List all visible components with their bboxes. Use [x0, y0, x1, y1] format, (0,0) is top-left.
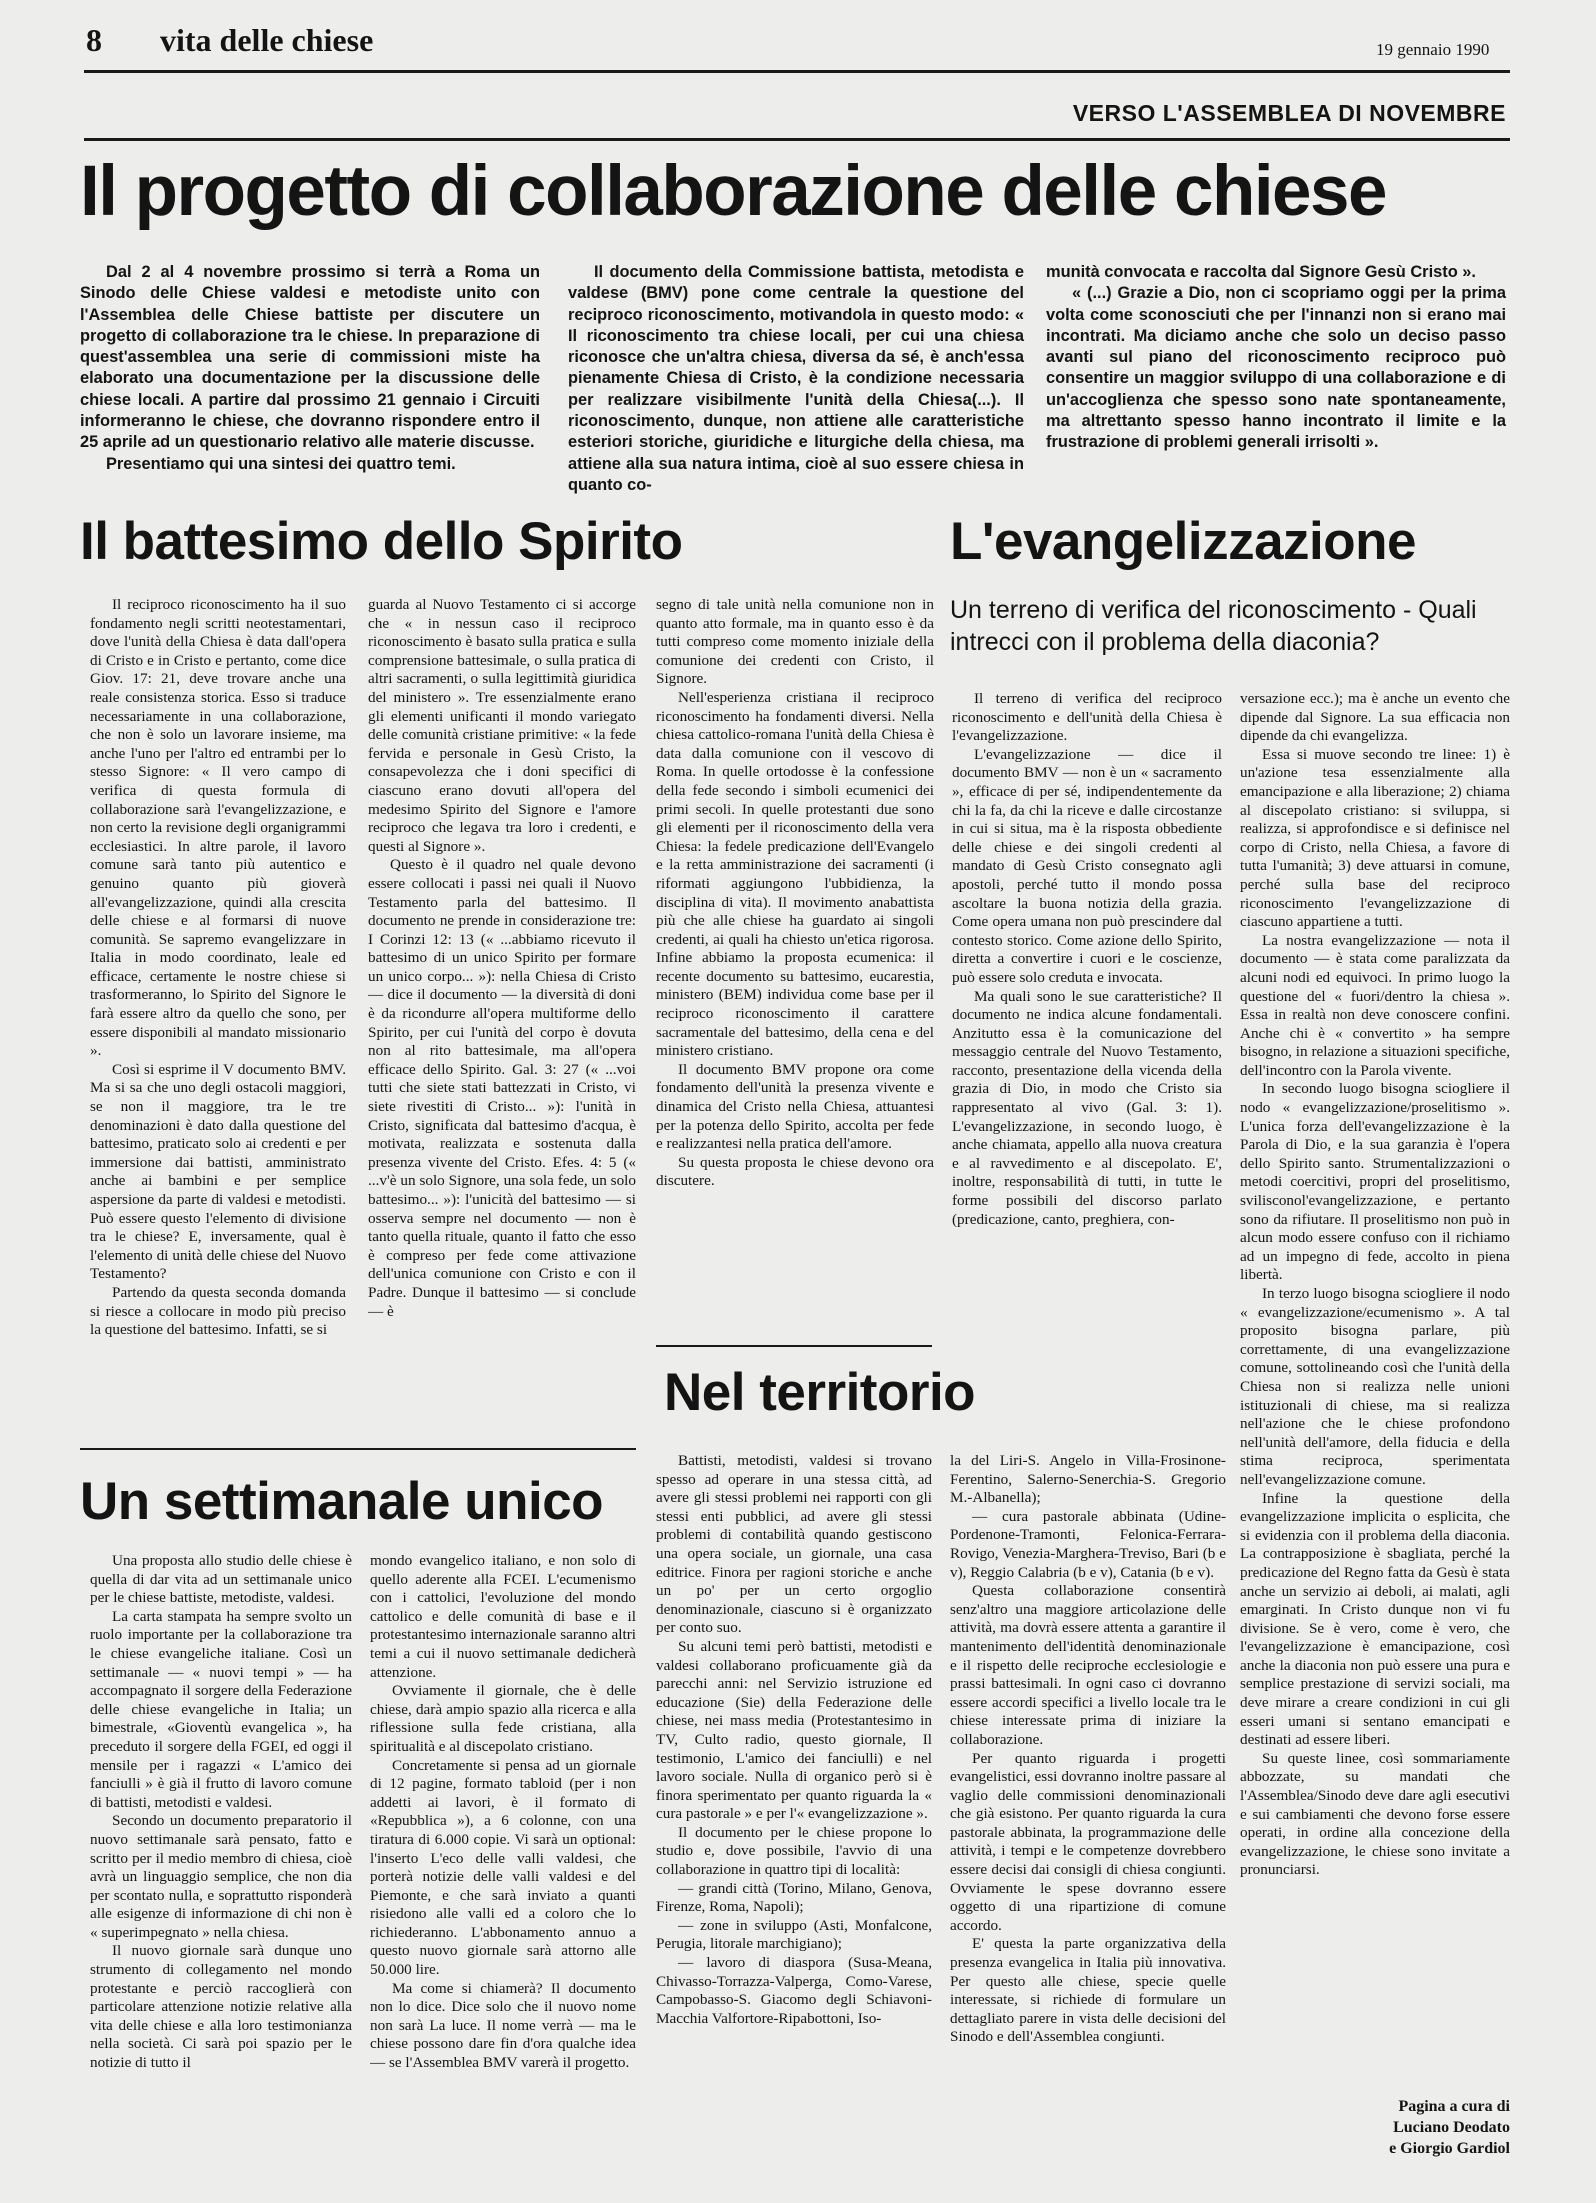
intro-paragraph: munità convocata e raccolta dal Signore Gesù Cristo ».	[1046, 263, 1476, 281]
paragraph: Il reciproco riconoscimento ha il suo fondamento negli scritti neotestamentari, dove l'unità della Chiesa è data dall'opera di Cristo e in Cristo e pertanto, come dice Giov. 17: 21, deve trovare anche una reale consistenza storica. Esso si traduce necessariamente in una collaborazione, che non è solo un lavorare insieme, ma anche l'uno per l'altro ed entrambi per lo stesso Signore: « Il vero campo di verifica di questa formula di collaborazione sarà l'evangelizzazione, e non certo la revisione degli organigrammi ecclesiastici. In altre parole, il lavoro comune sarà tanto più autentico e genuino quanto più gioverà all'evangelizzazione, quindi alla crescita delle chiese e al formarsi di nuove comunità. Se sapremo evangelizzare in Italia in modo coordinato, leale ed efficace, certamente le nostre chiese si trasformeranno, lo Spirito del Signore le farà essere altro da quello che sono, per essere disponibili al mandato missionario ».	[90, 596, 346, 1060]
paragraph: La carta stampata ha sempre svolto un ruolo importante per la collaborazione tra le chiese evangeliche italiane. Così un settimanale — « nuovi tempi » — ha accompagnato il sorgere della Federazione delle chiese evangeliche in Italia; un bimestrale, «Gioventù evangelica », ha preceduto il sorgere della FGEI, ed oggi il mensile per i ragazzi « L'amico dei fanciulli » è già il frutto di lavoro comune di battisti, metodisti e valdesi.	[90, 1607, 352, 1811]
paragraph: mondo evangelico italiano, e non solo di quello aderente alla FCEI. L'ecumenismo con i cattolici, l'evoluzione del mondo cattolico e delle comunità di base e il protestantesimo internazionale saranno altri temi a cui il nuovo settimanale dedicherà attenzione.	[370, 1552, 636, 1681]
credits-author: e Giorgio Gardiol	[1389, 2140, 1510, 2157]
paragraph: E' questa la parte organizzativa della presenza evangelica in Italia più innovativa. Per questo alle chiese, specie quelle interessate, si richiede di formulare un dettagliato parere in vista delle decisioni del Sinodo e dell'Assemblea congiunti.	[950, 1935, 1226, 2046]
page-credits	[1240, 2096, 1510, 2159]
paragraph: Così si esprime il V documento BMV. Ma si sa che uno degli ostacoli maggiori, se non il maggiore, tra le tre denominazioni è dato dalla questione del battesimo, praticato solo ai credenti e per immersione dai battisti, amministrato anche ai bambini e per semplice aspersione da parte di valdesi e metodisti. Può essere questo l'elemento di divisione tra le chiese? E, inversamente, qual è l'elemento di unità delle chiese del Nuovo Testamento?	[90, 1060, 346, 1283]
header-rule	[84, 70, 1510, 73]
paragraph: — lavoro di diaspora (Susa-Meana, Chivasso-Torrazza-Valperga, Como-Varese, Campobasso-S. Giacomo degli Schiavoni-Macchia Valfortore-Ripabottoni, Iso-	[656, 1954, 932, 2027]
paragraph: Battisti, metodisti, valdesi si trovano spesso ad operare in una stessa città, ad avere gli stessi problemi nei rapporti con gli stessi enti pubblici, ad avere gli stessi problemi di contabilità quando gestiscono una opera sociale, un giornale, una casa editrice. Finora per ragioni storiche e anche un po' per un certo orgoglio denominazionale, ciascuno si è organizzato per conto suo.	[656, 1452, 932, 1637]
battesimo-col-2	[368, 596, 636, 1462]
territorio-col-2	[950, 1452, 1226, 2172]
kicker-rule	[84, 138, 1510, 141]
paragraph: Concretamente si pensa ad un giornale di 12 pagine, formato tabloid (per i non addetti ai lavori, è il formato di «Repubblica »), a 6 colonne, con una tiratura di 6.000 copie. Vi sarà un optional: l'inserto L'eco delle valli valdesi, che porterà notizie delle valli valdesi e del Piemonte, e che sarà inviato a quanti risiedono alle valli ed a coloro che lo richiederanno. L'abbonamento annuo a questo nuovo giornale sarà attorno alle 50.000 lire.	[370, 1756, 636, 1979]
intro-paragraph: « (...) Grazie a Dio, non ci scopriamo oggi per la prima volta come sconosciuti che per l'innanzi non si erano mai incontrati. Ma diciamo anche che solo un deciso passo avanti sul piano del riconoscimento reciproco può consentire un maggior sviluppo di una collaborazione e di un'accoglienza che spesso sono nate spontaneamente, ma altrettanto spesso hanno incontrato il limite e la frustrazione di problemi generali irrisolti ».	[1046, 284, 1506, 452]
section-title-evangelizzazione: L'evangelizzazione	[950, 512, 1417, 571]
credits-author: Luciano Deodato	[1393, 2119, 1510, 2136]
intro-paragraph: Il documento della Commissione battista, metodista e valdese (BMV) pone come centrale la questione del reciproco riconoscimento, motivandola in questo modo: « Il riconoscimento tra chiese locali, per cui una chiesa riconosce che un'altra chiesa, diversa da sé, è anch'essa pienamente Chiesa di Cristo, è la condizione necessaria per realizzare visibilmente l'unità della Chiesa(...). Il riconoscimento, dunque, non attiene alle caratteristiche esteriori storiche, giuridiche e liturgiche della chiesa, ma attiene alla sua natura intima, cioè al suo essere chiesa in quanto co-	[568, 263, 1024, 494]
paragraph: Ovviamente il giornale, che è delle chiese, darà ampio spazio alla ricerca e alla riflessione sulla fede cristiana, alla spiritualità e al discepolato cristiano.	[370, 1682, 636, 1755]
intro-col-2	[568, 262, 1024, 496]
page-headline: Il progetto di collaborazione delle chiese	[80, 152, 1387, 231]
paragraph: Ma quali sono le sue caratteristiche? Il documento ne indica alcune fondamentali. Anzitutto essa è la comunicazione del messaggio centrale del Nuovo Testamento, racconto, presentazione della vicenda della grazia di Dio, in modo che Cristo sia rappresentato al vivo (Gal. 3: 1). L'evangelizzazione, in secondo luogo, è anche chiamata, appello alla nuova creatura e al ravvedimento e al discepolato. E', inoltre, responsabilità di tutti, in tutte le forme possibili del discorso parlato (predicazione, canto, preghiera, con-	[952, 987, 1222, 1228]
intro-paragraph: Presentiamo qui una sintesi dei quattro temi.	[106, 454, 456, 473]
evangelizzazione-subtitle: Un terreno di verifica del riconoscimento - Quali intrecci con il problema della diaconia?	[950, 596, 1477, 656]
evangelizzazione-col-1	[952, 690, 1222, 1330]
paragraph: Infine la questione della evangelizzazione implicita o esplicita, che si evidenzia con il problema della diaconia. La contrapposizione è sbagliata, perché la predicazione del Regno fatta da Gesù è stata anche un servizio ai deboli, ai malati, agli emarginati. In Cristo dunque non vi fu divisione. Se è vero, come è vero, che l'evangelizzazione è emancipazione, così anche la diaconia non può essere una pura e semplice prestazione di servizi sociali, ma deve mirare a creare condizioni in cui gli esseri umani si sentano emancipati e destinati ad essere liberi.	[1240, 1489, 1510, 1749]
paragraph: Per quanto riguarda i progetti evangelistici, essi dovranno inoltre passare al vaglio delle commissioni denominazionali che già esistono. Per quanto riguarda la cura pastorale abbinata, la programmazione delle attività, i tempi e le competenze dovrebbero essere decisi dai consigli di chiesa congiunti. Ovviamente le spese dovranno essere oggetto di una ripartizione di comune accordo.	[950, 1749, 1226, 1934]
paragraph: Una proposta allo studio delle chiese è quella di dar vita ad un settimanale unico per le chiese battiste, metodiste, valdesi.	[90, 1552, 352, 1607]
paragraph: la del Liri-S. Angelo in Villa-Frosinone-Ferentino, Salerno-Senerchia-S. Gregorio M.-Albanella);	[950, 1452, 1226, 1507]
battesimo-col-1	[90, 596, 346, 1462]
paragraph: Ma come si chiamerà? Il documento non lo dice. Dice solo che il nuovo nome non sarà La luce. Il nome verrà — ma le chiese possono dare fin d'ora qualche idea — se l'Assemblea BMV varerà il progetto.	[370, 1979, 636, 2072]
paragraph: In terzo luogo bisogna sciogliere il nodo « evangelizzazione/ecumenismo ». A tal proposito bisogna parlare, più correttamente, di una evangelizzazione comune, sottolineando così che l'unità della Chiesa non si realizza nelle unioni istituzionali di chiese, ma si realizza nell'azione che le chiese profondono nell'unità dell'amore, della fiducia e della stima reciproca, sperimentata nell'evangelizzazione comune.	[1240, 1285, 1510, 1488]
section-title-settimanale: Un settimanale unico	[80, 1472, 604, 1531]
paragraph: Questa collaborazione consentirà senz'altro una maggiore articolazione delle attività, ma dovrà essere attenta a garantire il mantenimento dell'identità denominazionale e il rispetto delle reciproche ecclesiologie e prassi battesimali. In ogni caso ci dovranno essere accordi specifici a livello locale tra le chiese interessate prima di iniziare la collaborazione.	[950, 1582, 1226, 1748]
paragraph: L'evangelizzazione — dice il documento BMV — non è un « sacramento », efficace di per sé, indipendentemente da chi la fa, da chi la riceve e dalle circostanze in cui si situa, ma è la risposta obbediente delle chiese e dei singoli credenti al mandato di Gesù Cristo consegnato agli apostoli, perché tutto il mondo possa ascoltare la buona notizia della grazia. Come opera umana non può prescindere dal contesto storico. Come azione dello Spirito, diretta a convertire i cuori e le coscienze, può essere solo creduta e invocata.	[952, 745, 1222, 986]
battesimo-col-3	[656, 596, 934, 1296]
paragraph: Il nuovo giornale sarà dunque uno strumento di collegamento nel mondo protestante e perciò raccoglierà con particolare attenzione notizie relative alla vita delle chiese e alla loro testimonianza nella società. Ci sarà poi spazio per le notizie di tutto il	[90, 1942, 352, 2072]
page-number: 8	[86, 22, 102, 58]
section-title-territorio: Nel territorio	[664, 1363, 976, 1422]
paragraph: segno di tale unità nella comunione non in quanto atto formale, ma in quanto esso è da tutti compreso come momento iniziale della comunione dei credenti con Cristo, il Signore.	[656, 596, 934, 688]
paragraph: In secondo luogo bisogna sciogliere il nodo « evangelizzazione/proselitismo ». L'unica forza dell'evangelizzazione è la Parola di Dio, e la sua garanzia è l'opera dello Spirito santo. Strumentalizzazioni o metodi coercitivi, propri del proselitismo, svilisconol'evangelizzazione, e pertanto sono da rifiutare. Il proselitismo non può in alcun modo essere confuso con il richiamo ad un impegno di fede, accolto in piena libertà.	[1240, 1080, 1510, 1284]
paragraph: Nell'esperienza cristiana il reciproco riconoscimento ha fondamenti diversi. Nella chiesa cattolico-romana l'unità della Chiesa è data dalla comunione con il vescovo di Roma. In quelle ortodosse è la confessione della fede secondo i simboli ecumenici dei primi secoli. In quelle protestanti due sono gli elementi per il riconoscimento della vera Chiesa: la fedele predicazione dell'Evangelo e la retta amministrazione dei sacramenti (i riformati aggiungono l'ubbidienza, la disciplina di vita). Il movimento anabattista più che alle chiese ha guardato ai singoli credenti, ai quali ha chiesto un'etica rigorosa. Infine abbiamo la proposta ecumenica: il recente documento su battesimo, eucarestia, ministero (BEM) individua come base per il reciproco riconoscimento il carattere sacramentale del battesimo, della cena e del ministero cristiano.	[656, 688, 934, 1060]
paragraph: Su queste linee, così sommariamente abbozzate, su mandati che l'Assemblea/Sinodo deve dare agli esecutivi e sui cambiamenti che devono forse essere operati, in ordine alla concezione della evangelizzazione, le chiese sono invitate a pronunciarsi.	[1240, 1749, 1510, 1879]
intro-col-3	[1046, 262, 1506, 454]
intro-paragraph: Dal 2 al 4 novembre prossimo si terrà a Roma un Sinodo delle Chiese valdesi e metodiste unito con l'Assemblea delle Chiese battiste per discutere un progetto di collaborazione tra le chiese. In preparazione di quest'assemblea una serie di commissioni miste ha elaborato una documentazione per la discussione delle chiese locali. A partire dal prossimo 21 gennaio i Circuiti informeranno le chiese, che dovranno rispondere entro il 25 aprile ad un questionario relativo alle materie discusse.	[80, 263, 540, 452]
territorio-rule	[656, 1345, 932, 1347]
paragraph: Questo è il quadro nel quale devono essere collocati i passi nei quali il Nuovo Testamento parla del battesimo. Il documento ne prende in considerazione tre: I Corinzi 12: 13 (« ...abbiamo ricevuto il battesimo di un unico Spirito per formare un unico corpo... »): nella Chiesa di Cristo — dice il documento — la diversità di doni è da ricondurre all'opera multiforme dello Spirito, per cui l'unità del corpo è dovuta non al rito battesimale, ma all'opera efficace dello Spirito. Gal. 3: 27 (« ...voi tutti che siete stati battezzati in Cristo, vi siete rivestiti di Cristo... »): l'unità in Cristo, significata dal battesimo d'acqua, è motivata, realizzata e sostenuta dalla presenza vivente del Cristo. Efes. 4: 5 (« ...v'è un solo Signore, una sola fede, un solo battesimo... »): l'unicità del battesimo — si osserva sempre nel documento — non è tanto quella rituale, quanto il fatto che esso è compreso per fede come attivazione dell'unica comunione con Cristo e con il Padre. Dunque il battesimo — si conclude — è	[368, 856, 636, 1320]
territorio-col-1	[656, 1452, 932, 2172]
issue-date: 19 gennaio 1990	[1376, 40, 1490, 59]
paragraph: versazione ecc.); ma è anche un evento che dipende dal Signore. La sua efficacia non dipende da chi evangelizza.	[1240, 690, 1510, 745]
paragraph: La nostra evangelizzazione — nota il documento — è stata come paralizzata da alcuni nodi ed equivoci. In primo luogo la questione del « fuori/dentro la chiesa ». Essa in realtà non deve conoscere confini. Anche chi è « convertito » ha sempre bisogno, in relazione a situazioni specifiche, dell'incontro con la Parola vivente.	[1240, 931, 1510, 1079]
settimanale-col-1	[90, 1552, 352, 2172]
settimanale-rule	[80, 1448, 636, 1450]
section-name: vita delle chiese	[160, 22, 374, 58]
paragraph: Partendo da questa seconda domanda si riesce a collocare in modo più preciso la questione del battesimo. Infatti, se si	[90, 1283, 346, 1339]
settimanale-col-2	[370, 1552, 636, 2172]
paragraph: — cura pastorale abbinata (Udine-Pordenone-Tramonti, Felonica-Ferrara-Rovigo, Venezia-Marghera-Treviso, Bari (b e v), Reggio Calabria (b e v), Catania (b e v).	[950, 1507, 1226, 1581]
paragraph: Su alcuni temi però battisti, metodisti e valdesi collaborano proficuamente già da parecchi anni: nel Servizio istruzione ed educazione (Sie) della Federazione delle chiese, nei mass media (Protestantesimo in TV, Culto radio, questo giornale, Il testimonio, L'amico dei fanciulli) e nel lavoro sociale. Nulla di organico però si è finora sperimentato per quanto riguarda la « cura pastorale » e per l'« evangelizzazione ».	[656, 1637, 932, 1823]
paragraph: — zone in sviluppo (Asti, Monfalcone, Perugia, litorale marchigiano);	[656, 1916, 932, 1953]
paragraph: Essa si muove secondo tre linee: 1) è un'azione tesa essenzialmente alla emancipazione e alla liberazione; 2) chiama al discepolato cristiano: si sviluppa, si realizza, si approfondisce e si definisce nel corpo di Cristo, nella Chiesa, a favore di tutta l'umanità; 3) deve attuarsi in comune, perché sulla base del reciproco riconoscimento l'evangelizzazione di ciascuno appartiene a tutti.	[1240, 745, 1510, 931]
paragraph: — grandi città (Torino, Milano, Genova, Firenze, Roma, Napoli);	[656, 1879, 932, 1916]
paragraph: Secondo un documento preparatorio il nuovo settimanale sarà pensato, fatto e scritto per il medio membro di chiesa, cioè avrà un linguaggio semplice, che non dia per scontato nulla, e soprattutto risponderà alle esigenze di informazione di chi non è « superimpegnato » nella chiesa.	[90, 1812, 352, 1941]
intro-col-1	[80, 262, 540, 475]
credits-label: Pagina a cura di	[1398, 2098, 1510, 2115]
evangelizzazione-col-2	[1240, 690, 1510, 1990]
kicker: VERSO L'ASSEMBLEA DI NOVEMBRE	[1072, 100, 1506, 126]
paragraph: Su questa proposta le chiese devono ora discutere.	[656, 1153, 934, 1190]
paragraph: guarda al Nuovo Testamento ci si accorge che « in nessun caso il reciproco riconoscimento è basato sulla pratica e sulla comprensione battesimale, o sulla pratica di altri sacramenti, o sulla legittimità giuridica del ministero ». Tre essenzialmente erano gli elementi unificanti il mondo variegato delle comunità cristiane primitive: « la fede fervida e personale in Gesù Cristo, la consapevolezza che i doni specifici di ciascuno erano dovuti all'opera del medesimo Spirito del Signore e l'amore reciproco che legava tra loro i credenti, e questi al Signore ».	[368, 596, 636, 855]
paragraph: Il terreno di verifica del reciproco riconoscimento e dell'unità della Chiesa è l'evangelizzazione.	[952, 690, 1222, 745]
paragraph: Il documento BMV propone ora come fondamento dell'unità la presenza vivente e dinamica del Cristo nella Chiesa, attuantesi per la potenza dello Spirito, accolta per fede e realizzantesi nella pratica dell'amore.	[656, 1060, 934, 1153]
section-title-battesimo: Il battesimo dello Spirito	[80, 512, 683, 571]
paragraph: Il documento per le chiese propone lo studio e, dove possibile, l'avvio di una collaborazione in quattro tipi di località:	[656, 1823, 932, 1879]
